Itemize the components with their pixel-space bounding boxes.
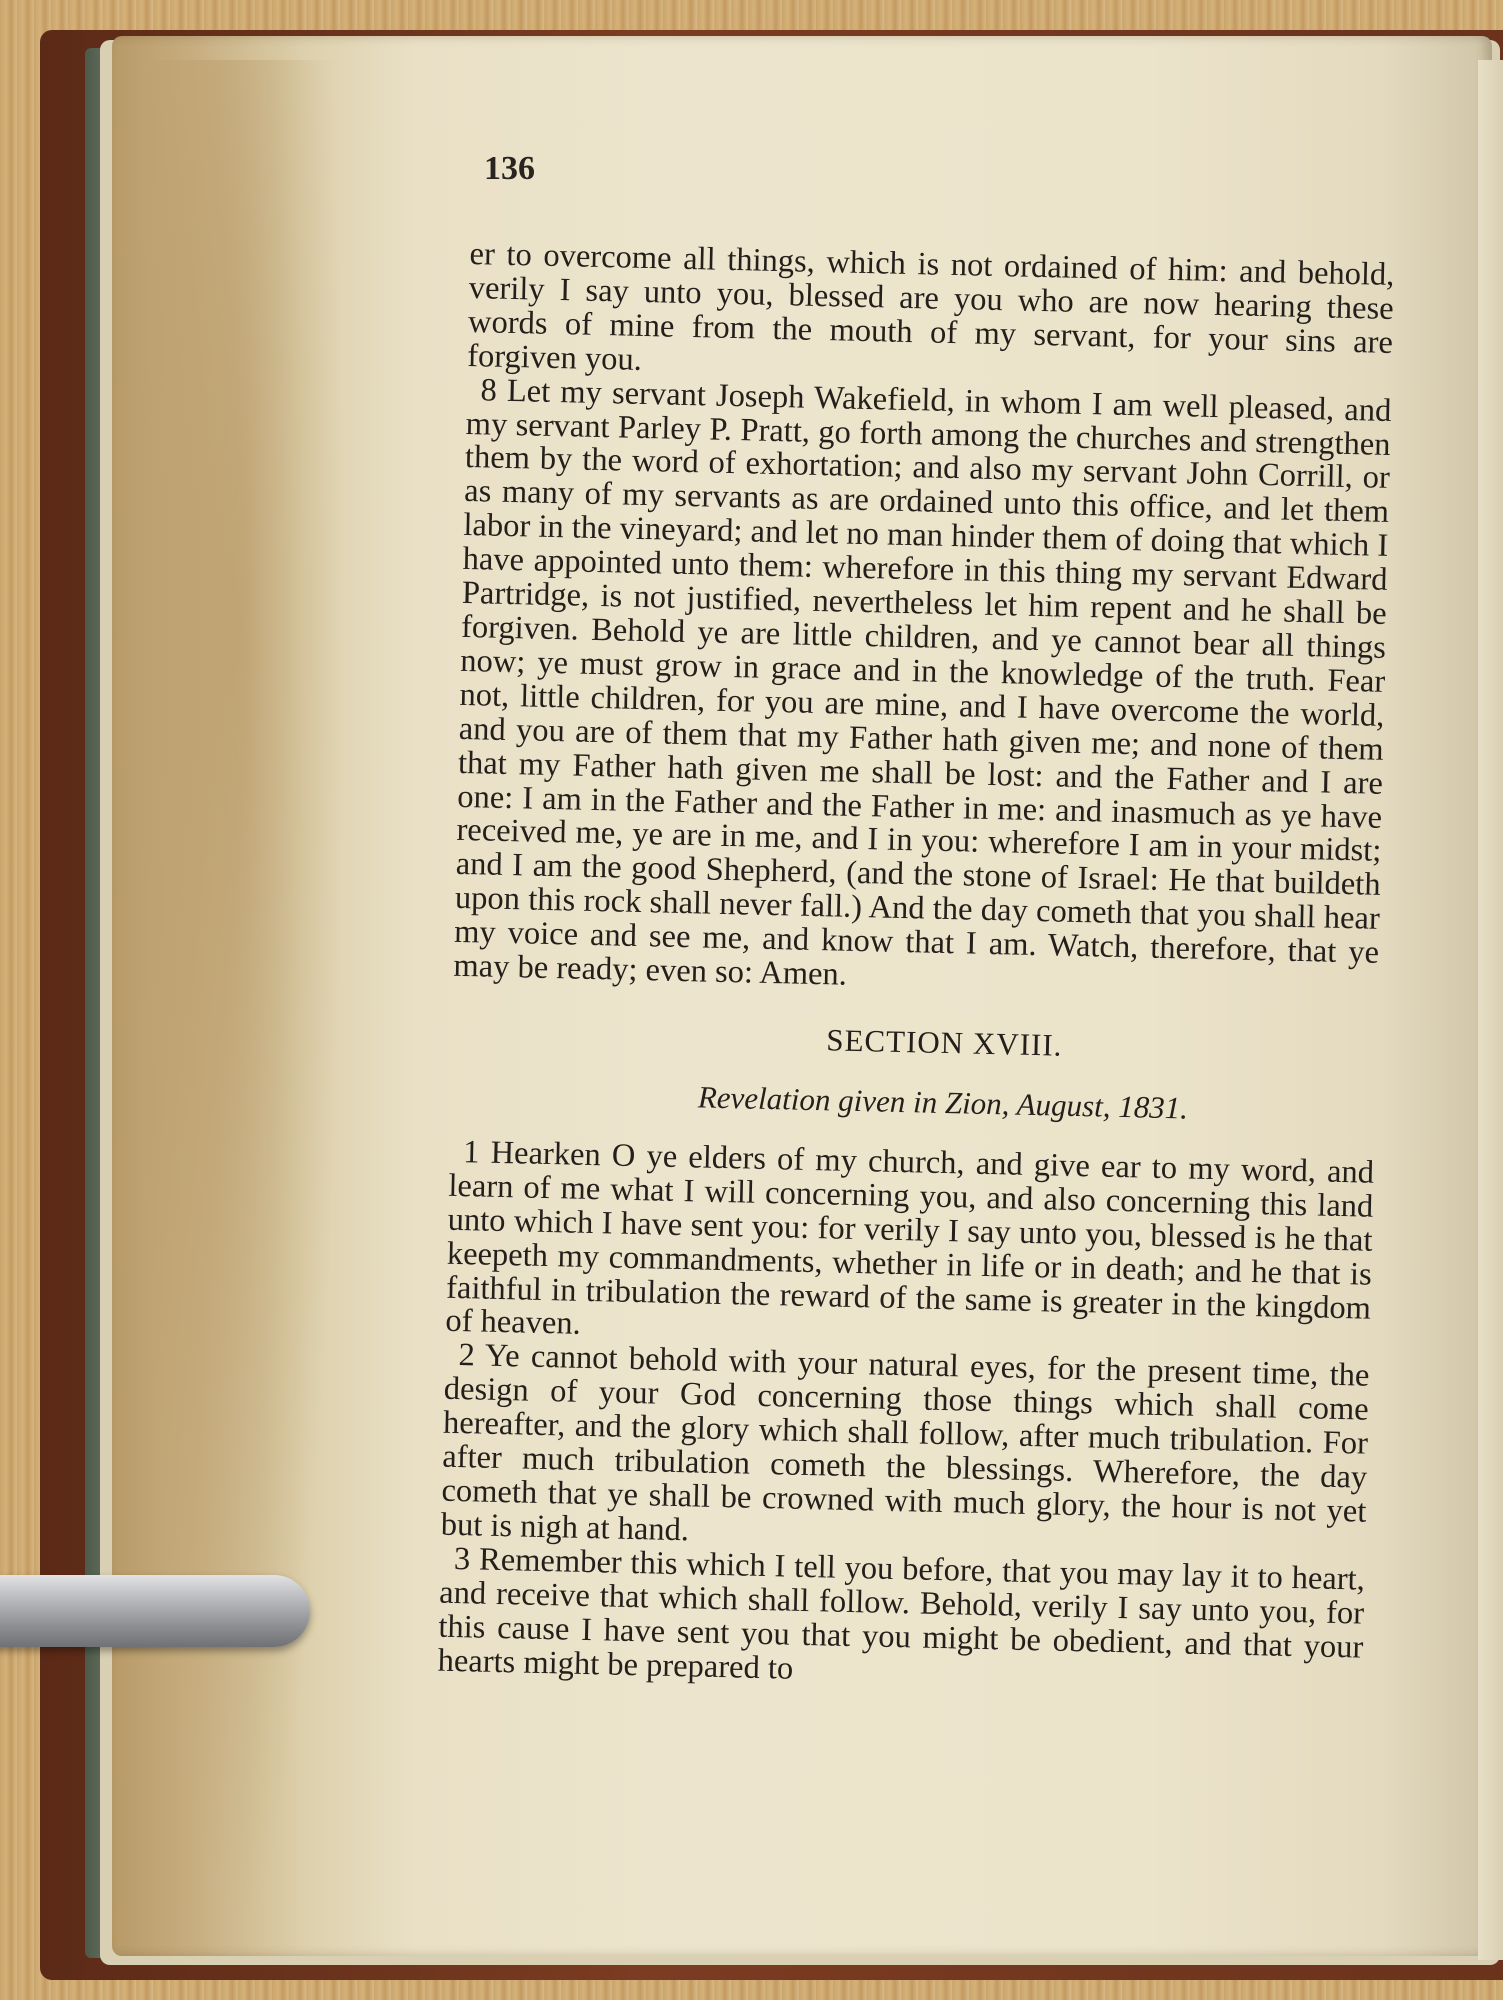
paragraph-verse-1: 1 Hearken O ye elders of my church, and give ear to my word, and learn of me what I will concerning you, and also concerning this land unto which I have sent you: for verily I say unto you, blessed is he that keepeth my commandments, whether in life or in death; and he that is faithful in tribulation the reward of the same is greater in the kingdom of heaven. <box>445 1134 1375 1343</box>
section-heading: SECTION XVIII. <box>825 1022 1063 1063</box>
section-subtitle: Revelation given in Zion, August, 1831. <box>697 1079 1189 1126</box>
paragraph-continuation: er to overcome all things, which is not ordained of him: and behold, verily I say unto you, blessed are you who are now hearing these words of mine from the mouth of my servant, for your sins are forgiven you. <box>466 236 1395 378</box>
paragraph-verse-3: 3 Remember this which I tell you before, that you may lay it to heart, and receive that which shall follow. Behold, verily I say unto you, for this cause I have sent you that you might be obedient, and that your hearts might be prepared to <box>437 1540 1366 1687</box>
paragraph-verse-8: 8 Let my servant Joseph Wakefield, in whom I am well pleased, and my servant Parley P. Pratt, go forth among the churches and strengthen them by the word of exhortation; and also my servant John Corrill, or as many of my servants as are ordained unto this office, and let them labor in the vineyard; and let no man hinder them of doing that which I have appointed unto them: wherefore in this thing my servant Edward Partridge, is not justified, nevertheless let him repent and he shall be forgiven. Behold ye are little children, and ye cannot bear all things now; ye must grow in grace and in the knowledge of the truth. Fear not, little children, for you are mine, and I have overcome the world, and you are of them that my Father hath given me; and none of them that my Father hath given me shall be lost: and the Father and I are one: I am in the Father and the Father in me: and inasmuch as ye have received me, ye are in me, and I in you: wherefore I am in your midst; and I am the good Shepherd, (and the stone of Israel: He that buildeth upon this rock shall never fall.) And the day cometh that you shall hear my voice and see me, and know that I am. Watch, therefore, that ye may be ready; even so: Amen. <box>453 371 1392 993</box>
text-column <box>437 238 1394 1699</box>
paragraph-verse-2: 2 Ye cannot behold with your natural eyes, for the present time, the design of your God concerning those things which shall come hereafter, and the glory which shall follow, after much tribulation. For after much tribulation cometh the blessings. Wherefore, the day cometh that ye shall be crowned with much glory, the hour is not yet but is nigh at hand. <box>440 1337 1370 1549</box>
facing-page-edge <box>1478 60 1503 1960</box>
page-stain <box>135 60 345 1940</box>
page-number: 136 <box>484 150 535 187</box>
page-holder-knife <box>0 1575 310 1647</box>
